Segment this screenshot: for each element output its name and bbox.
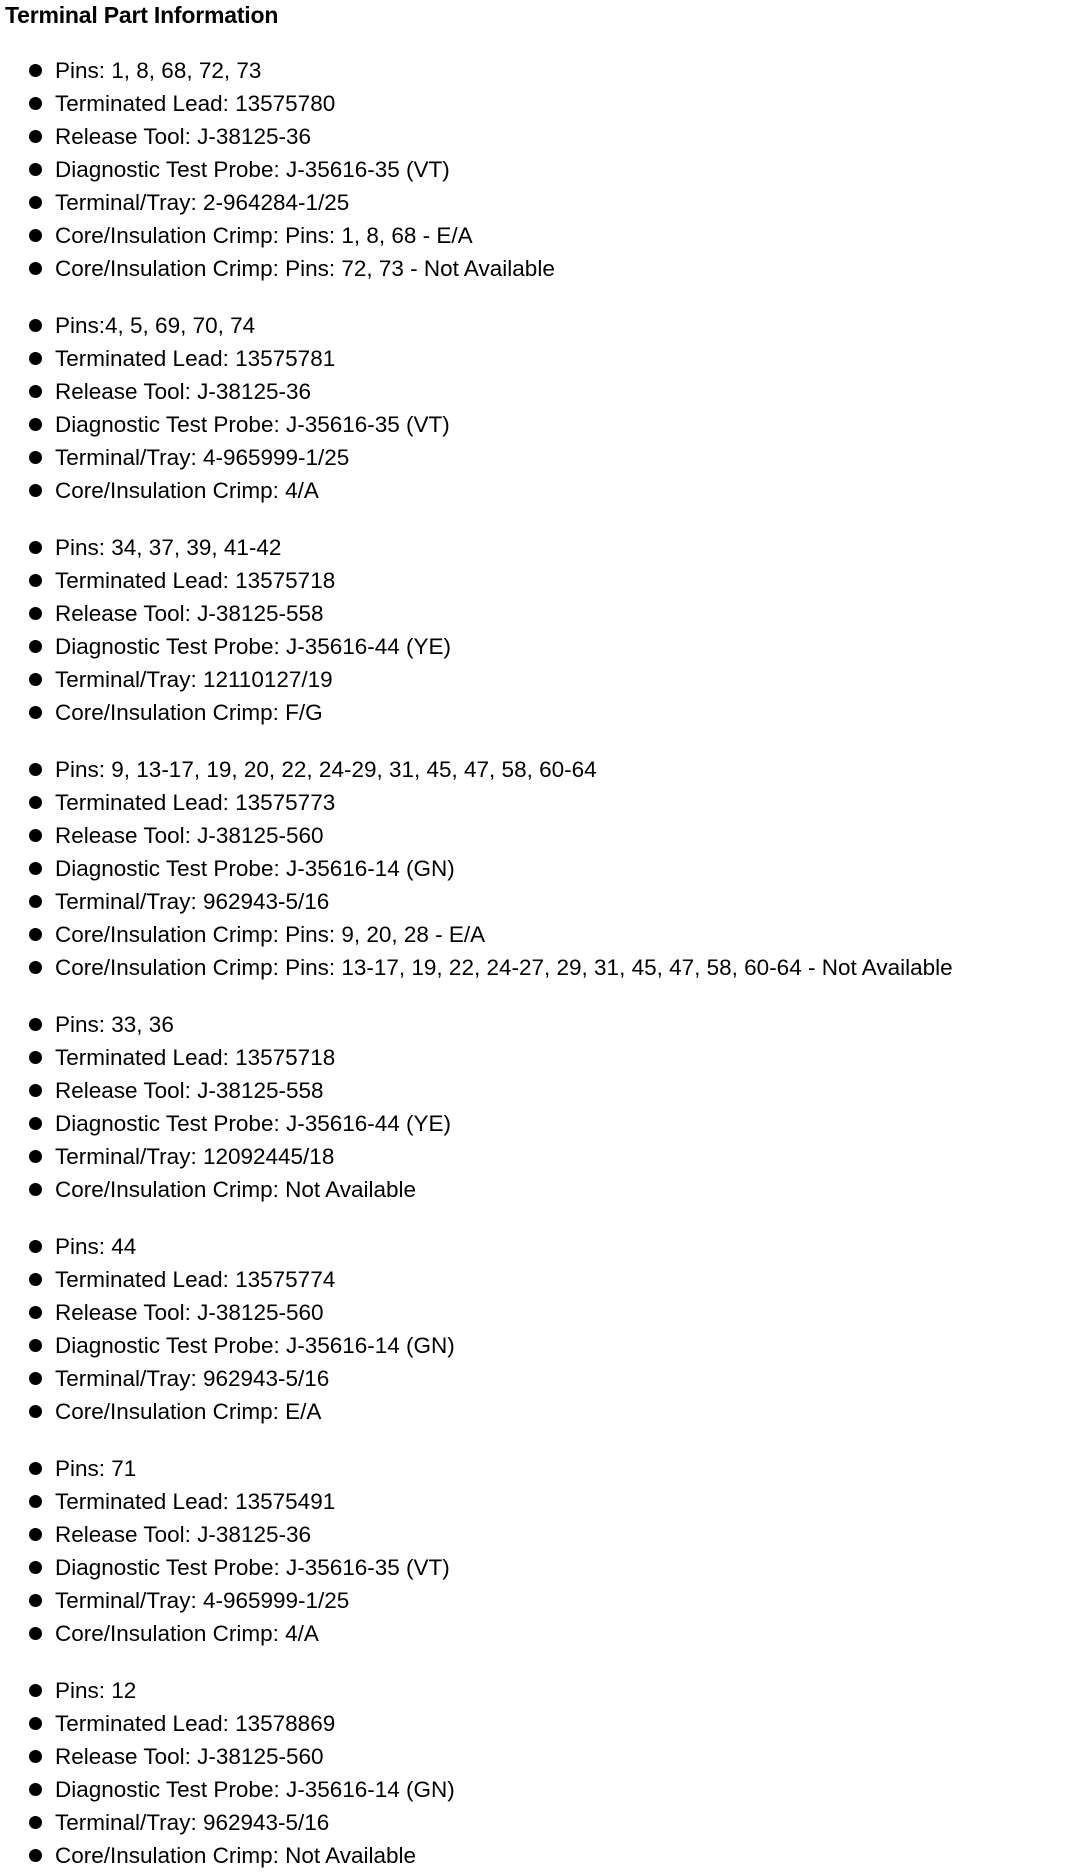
list-item	[5, 531, 1072, 564]
list-item	[5, 54, 1072, 87]
list-item-text: Pins: 1, 8, 68, 72, 73	[55, 58, 262, 83]
list-item-text: Terminated Lead: 13575773	[55, 790, 336, 815]
bullet-icon	[29, 1495, 42, 1508]
list-item-text: Terminal/Tray: 962943-5/16	[55, 889, 330, 914]
bullet-icon	[29, 1849, 42, 1862]
bullet-icon	[29, 1750, 42, 1763]
bullet-icon	[29, 895, 42, 908]
list-item	[5, 441, 1072, 474]
bullet-icon	[29, 1462, 42, 1475]
list-item	[5, 1230, 1072, 1263]
page-title: Terminal Part Information	[5, 2, 279, 28]
list-item	[5, 1452, 1072, 1485]
list-item	[5, 408, 1072, 441]
list-item-text: Release Tool: J-38125-36	[55, 1522, 312, 1547]
bullet-icon	[29, 1816, 42, 1829]
list-item-text: Terminated Lead: 13575774	[55, 1267, 336, 1292]
list-item-text: Core/Insulation Crimp: 4/A	[55, 478, 319, 503]
list-item-text: Terminal/Tray: 12110127/19	[55, 667, 333, 692]
bullet-icon	[29, 1240, 42, 1253]
list-item	[5, 153, 1072, 186]
bullet-icon	[29, 961, 42, 974]
bullet-icon	[29, 163, 42, 176]
bullet-icon	[29, 352, 42, 365]
bullet-icon	[29, 673, 42, 686]
list-item-text: Terminated Lead: 13575780	[55, 91, 336, 116]
list-item	[5, 1806, 1072, 1839]
bullet-icon	[29, 1117, 42, 1130]
bullet-icon	[29, 1150, 42, 1163]
terminal-group-5	[5, 1008, 1072, 1206]
list-item	[5, 951, 1072, 984]
list-item-text: Core/Insulation Crimp: Pins: 72, 73 - Not Available	[55, 256, 555, 281]
bullet-icon	[29, 1594, 42, 1607]
list-item	[5, 753, 1072, 786]
bullet-icon	[29, 1561, 42, 1574]
list-item	[5, 87, 1072, 120]
list-item-text: Release Tool: J-38125-560	[55, 1300, 324, 1325]
list-item-text: Terminated Lead: 13575781	[55, 346, 336, 371]
list-item	[5, 120, 1072, 153]
bullet-icon	[29, 796, 42, 809]
list-item	[5, 252, 1072, 285]
bullet-icon	[29, 385, 42, 398]
bullet-icon	[29, 130, 42, 143]
list-item-text: Release Tool: J-38125-558	[55, 601, 324, 626]
bullet-icon	[29, 1084, 42, 1097]
list-item-text: Core/Insulation Crimp: Pins: 9, 20, 28 - E/A	[55, 922, 486, 947]
list-item	[5, 1674, 1072, 1707]
bullet-icon	[29, 607, 42, 620]
list-item	[5, 1584, 1072, 1617]
list-item-text: Core/Insulation Crimp: Pins: 13-17, 19, 22, 24-27, 29, 31, 45, 47, 58, 60-64 - Not Available	[55, 955, 953, 980]
list-item	[5, 1740, 1072, 1773]
bullet-icon	[29, 229, 42, 242]
list-item	[5, 918, 1072, 951]
list-item-text: Diagnostic Test Probe: J-35616-14 (GN)	[55, 1777, 455, 1802]
bullet-icon	[29, 862, 42, 875]
bullet-icon	[29, 1018, 42, 1031]
list-item-text: Pins:4, 5, 69, 70, 74	[55, 313, 256, 338]
terminal-groups	[5, 54, 1072, 1872]
list-item-text: Core/Insulation Crimp: Not Available	[55, 1843, 417, 1868]
list-item	[5, 309, 1072, 342]
bullet-icon	[29, 1717, 42, 1730]
terminal-group-4	[5, 753, 1072, 984]
bullet-icon	[29, 1051, 42, 1064]
list-item	[5, 1707, 1072, 1740]
list-item-text: Terminated Lead: 13575718	[55, 1045, 336, 1070]
list-item	[5, 1296, 1072, 1329]
list-item-text: Diagnostic Test Probe: J-35616-35 (VT)	[55, 157, 450, 182]
bullet-icon	[29, 64, 42, 77]
list-item	[5, 474, 1072, 507]
bullet-icon	[29, 1273, 42, 1286]
list-item	[5, 219, 1072, 252]
terminal-group-1	[5, 54, 1072, 285]
list-item	[5, 885, 1072, 918]
bullet-icon	[29, 1684, 42, 1697]
list-item	[5, 819, 1072, 852]
bullet-icon	[29, 928, 42, 941]
bullet-icon	[29, 1183, 42, 1196]
list-item-text: Core/Insulation Crimp: E/A	[55, 1399, 322, 1424]
bullet-icon	[29, 418, 42, 431]
list-item	[5, 597, 1072, 630]
list-item	[5, 1773, 1072, 1806]
bullet-icon	[29, 763, 42, 776]
list-item-text: Release Tool: J-38125-36	[55, 379, 312, 404]
list-item	[5, 1008, 1072, 1041]
bullet-icon	[29, 262, 42, 275]
list-item-text: Core/Insulation Crimp: Not Available	[55, 1177, 417, 1202]
list-item-text: Release Tool: J-38125-36	[55, 124, 312, 149]
list-item-text: Core/Insulation Crimp: F/G	[55, 700, 323, 725]
bullet-icon	[29, 1783, 42, 1796]
list-item-text: Pins: 44	[55, 1234, 137, 1259]
list-item	[5, 1395, 1072, 1428]
list-item	[5, 1362, 1072, 1395]
list-item	[5, 1485, 1072, 1518]
bullet-icon	[29, 574, 42, 587]
list-item-text: Terminal/Tray: 4-965999-1/25	[55, 1588, 350, 1613]
list-item	[5, 1551, 1072, 1584]
bullet-icon	[29, 484, 42, 497]
list-item-text: Diagnostic Test Probe: J-35616-44 (YE)	[55, 634, 452, 659]
list-item	[5, 1839, 1072, 1872]
bullet-icon	[29, 97, 42, 110]
list-item-text: Core/Insulation Crimp: 4/A	[55, 1621, 319, 1646]
list-item	[5, 1107, 1072, 1140]
list-item-text: Terminal/Tray: 962943-5/16	[55, 1810, 330, 1835]
list-item	[5, 630, 1072, 663]
bullet-icon	[29, 1306, 42, 1319]
bullet-icon	[29, 196, 42, 209]
bullet-icon	[29, 706, 42, 719]
bullet-icon	[29, 640, 42, 653]
list-item-text: Diagnostic Test Probe: J-35616-44 (YE)	[55, 1111, 452, 1136]
list-item-text: Pins: 9, 13-17, 19, 20, 22, 24-29, 31, 45, 47, 58, 60-64	[55, 757, 597, 782]
list-item	[5, 1518, 1072, 1551]
list-item-text: Diagnostic Test Probe: J-35616-14 (GN)	[55, 856, 455, 881]
list-item-text: Pins: 34, 37, 39, 41-42	[55, 535, 282, 560]
list-item-text: Diagnostic Test Probe: J-35616-35 (VT)	[55, 412, 450, 437]
list-item-text: Core/Insulation Crimp: Pins: 1, 8, 68 - E/A	[55, 223, 473, 248]
list-item	[5, 1041, 1072, 1074]
list-item-text: Terminated Lead: 13578869	[55, 1711, 336, 1736]
list-item-text: Release Tool: J-38125-558	[55, 1078, 324, 1103]
list-item	[5, 342, 1072, 375]
bullet-icon	[29, 1339, 42, 1352]
list-item-text: Terminal/Tray: 12092445/18	[55, 1144, 335, 1169]
list-item-text: Terminal/Tray: 962943-5/16	[55, 1366, 330, 1391]
list-item-text: Diagnostic Test Probe: J-35616-35 (VT)	[55, 1555, 450, 1580]
list-item	[5, 1263, 1072, 1296]
terminal-group-2	[5, 309, 1072, 507]
list-item-text: Diagnostic Test Probe: J-35616-14 (GN)	[55, 1333, 455, 1358]
list-item-text: Release Tool: J-38125-560	[55, 823, 324, 848]
bullet-icon	[29, 319, 42, 332]
terminal-group-6	[5, 1230, 1072, 1428]
list-item	[5, 1173, 1072, 1206]
list-item	[5, 852, 1072, 885]
list-item-text: Release Tool: J-38125-560	[55, 1744, 324, 1769]
terminal-group-7	[5, 1452, 1072, 1650]
list-item-text: Terminated Lead: 13575491	[55, 1489, 336, 1514]
list-item-text: Pins: 12	[55, 1678, 137, 1703]
list-item	[5, 1140, 1072, 1173]
bullet-icon	[29, 829, 42, 842]
bullet-icon	[29, 541, 42, 554]
list-item	[5, 375, 1072, 408]
bullet-icon	[29, 1405, 42, 1418]
list-item-text: Terminal/Tray: 2-964284-1/25	[55, 190, 350, 215]
list-item-text: Terminal/Tray: 4-965999-1/25	[55, 445, 350, 470]
list-item-text: Pins: 33, 36	[55, 1012, 174, 1037]
list-item	[5, 1617, 1072, 1650]
list-item	[5, 696, 1072, 729]
bullet-icon	[29, 1372, 42, 1385]
terminal-group-8	[5, 1674, 1072, 1872]
list-item-text: Pins: 71	[55, 1456, 137, 1481]
list-item	[5, 186, 1072, 219]
bullet-icon	[29, 451, 42, 464]
list-item	[5, 1074, 1072, 1107]
bullet-icon	[29, 1627, 42, 1640]
list-item-text: Terminated Lead: 13575718	[55, 568, 336, 593]
list-item	[5, 663, 1072, 696]
list-item	[5, 564, 1072, 597]
terminal-group-3	[5, 531, 1072, 729]
list-item	[5, 786, 1072, 819]
bullet-icon	[29, 1528, 42, 1541]
list-item	[5, 1329, 1072, 1362]
